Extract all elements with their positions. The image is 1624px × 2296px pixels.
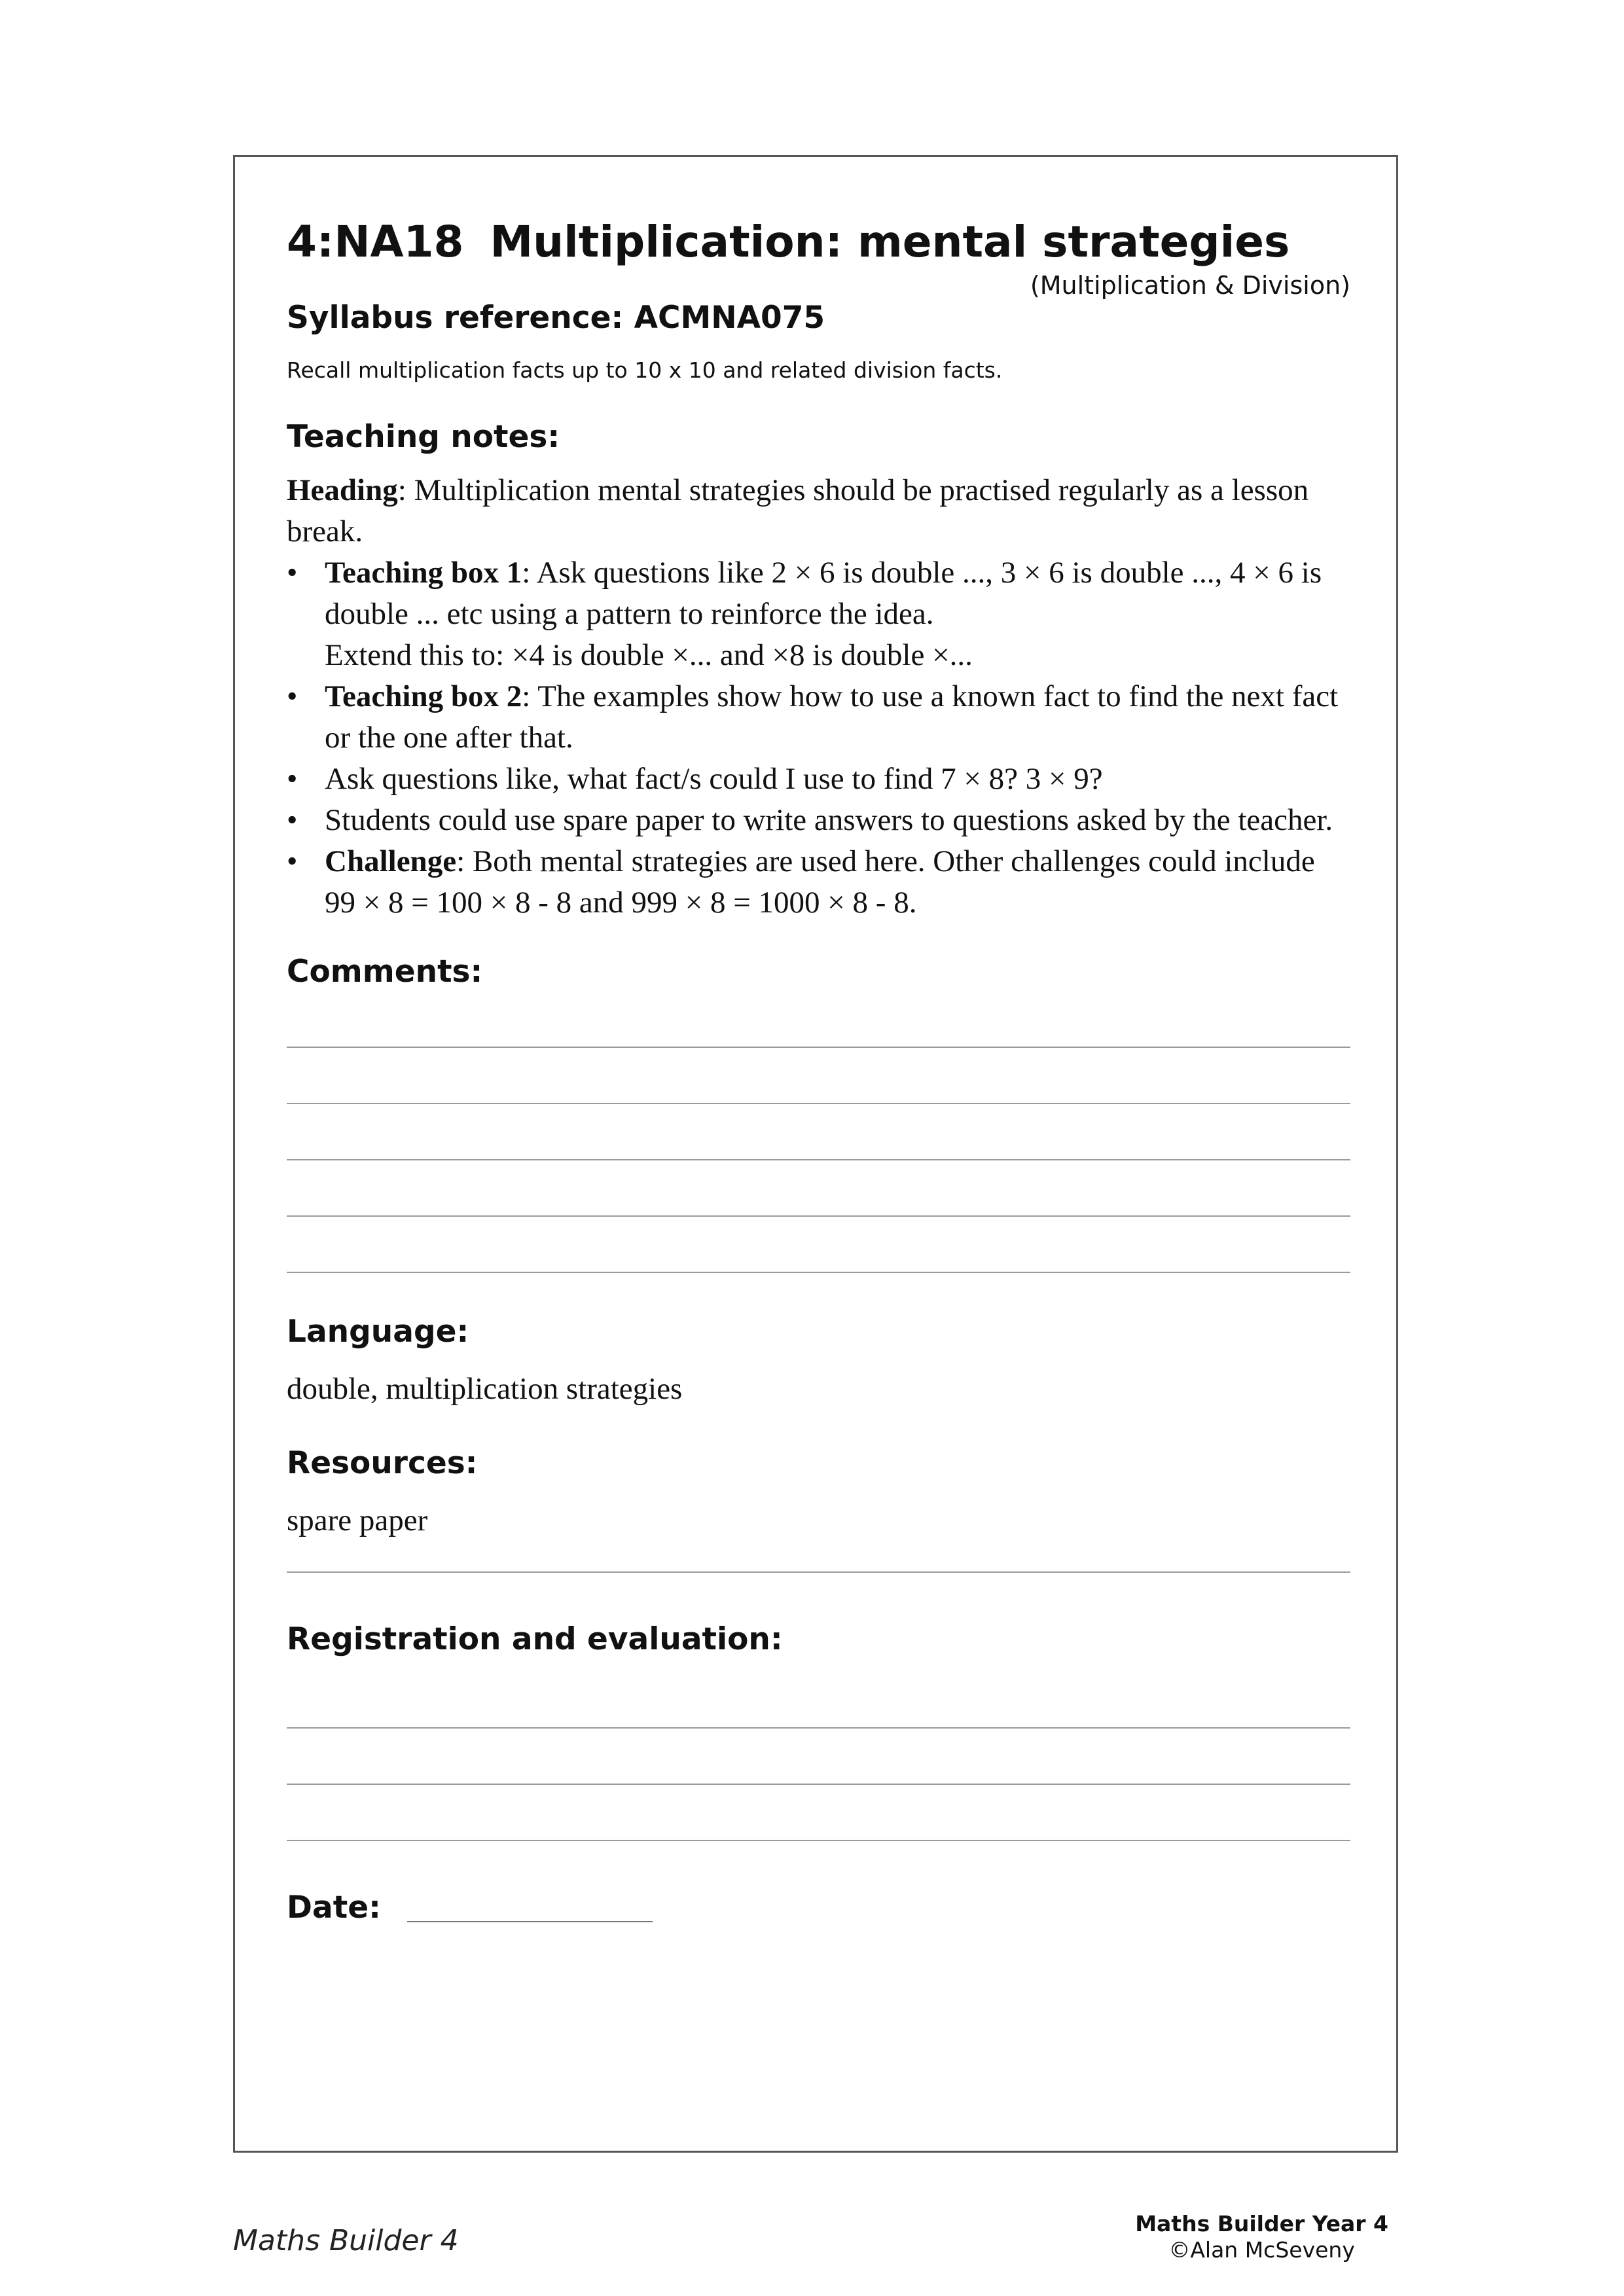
page-title <box>287 216 1350 268</box>
language-text: double, multiplication strategies <box>287 1372 683 1406</box>
writing-line <box>287 1159 1350 1160</box>
resources-heading: Resources: <box>287 1445 478 1481</box>
comments-heading: Comments: <box>287 954 483 990</box>
strand-label: (Multiplication & Division) <box>1030 271 1350 300</box>
date-line <box>407 1921 653 1922</box>
registration-lines <box>287 1727 1350 1841</box>
writing-line <box>287 1103 1350 1104</box>
teaching-notes-intro: Heading: Multiplication mental strategies should be practised regularly as a lesson break. <box>287 473 1309 548</box>
footer-credit <box>1135 2211 1388 2263</box>
resources-text: spare paper <box>287 1503 428 1537</box>
syllabus-heading: Syllabus reference: ACMNA075 <box>287 300 825 336</box>
outcome-code: 4:NA18 <box>287 217 464 267</box>
teaching-notes-list <box>287 552 1350 924</box>
writing-line <box>287 1840 1350 1841</box>
writing-line <box>287 1272 1350 1273</box>
writing-line <box>287 1047 1350 1048</box>
teaching-notes-body <box>287 470 1350 924</box>
language-heading: Language: <box>287 1314 469 1350</box>
list-item: • Teaching box 2: The examples show how to use a known fact to find the next fact or the one after that. <box>287 676 1350 759</box>
syllabus-description: Recall multiplication facts up to 10 x 10 and related division facts. <box>287 357 1003 383</box>
writing-line <box>287 1571 1350 1573</box>
date-label: Date: <box>287 1890 381 1926</box>
comments-lines <box>287 1047 1350 1273</box>
teaching-notes-heading: Teaching notes: <box>287 419 560 455</box>
registration-heading: Registration and evaluation: <box>287 1621 783 1657</box>
page-frame <box>233 155 1398 2153</box>
list-item: • Students could use spare paper to write answers to questions asked by the teacher. <box>287 800 1350 841</box>
page-content <box>287 216 1350 1928</box>
writing-line <box>287 1215 1350 1217</box>
footer-series-title: Maths Builder Year 4 <box>1135 2211 1388 2236</box>
writing-line <box>287 1727 1350 1729</box>
topic-title: Multiplication: mental strategies <box>490 217 1290 267</box>
footer-book-title: Maths Builder 4 <box>233 2224 459 2257</box>
list-item: • Challenge: Both mental strategies are used here. Other challenges could include 99 × 8 = 100 × 8 - 8 and 999 × 8 = 1000 × 8 - 8. <box>287 841 1350 924</box>
list-item: • Ask questions like, what fact/s could I use to find 7 × 8? 3 × 9? <box>287 759 1350 800</box>
date-row <box>287 1888 1350 1928</box>
footer-copyright: ©Alan McSeveny <box>1168 2237 1355 2263</box>
writing-line <box>287 1784 1350 1785</box>
list-item: • Teaching box 1: Ask questions like 2 × 6 is double ..., 3 × 6 is double ..., 4 × 6 is double ... etc using a pattern to reinforce the idea. Extend this to: ×4 is double ×... and ×8 is double ×... <box>287 552 1350 676</box>
